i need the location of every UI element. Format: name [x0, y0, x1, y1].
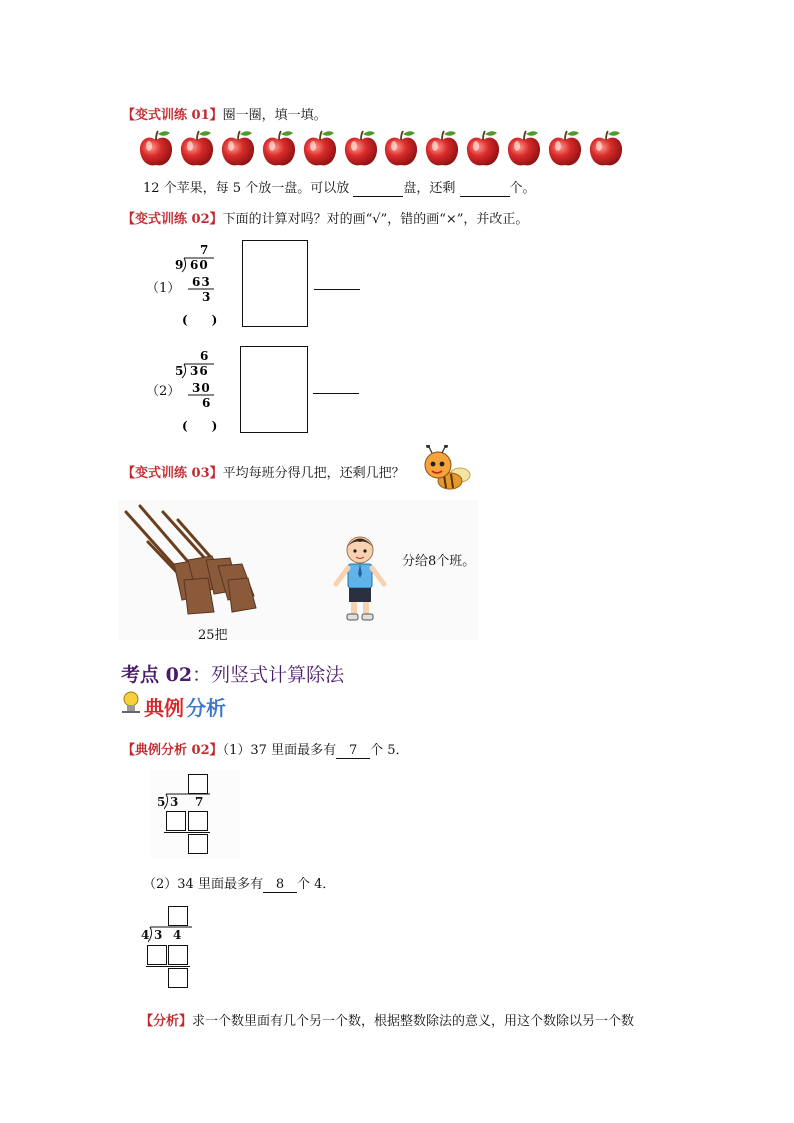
correction-box-2[interactable] — [240, 346, 308, 433]
dividend-digit-2: 7 — [195, 795, 204, 809]
q2-answer: 8 — [263, 877, 297, 893]
divisor: 9 — [175, 258, 184, 272]
apple-icon — [506, 128, 542, 168]
answer-line-1[interactable] — [314, 289, 360, 290]
apple-icon — [220, 128, 256, 168]
q2-text-a: （2）34 里面最多有 — [143, 877, 263, 892]
product-box-1[interactable] — [147, 945, 167, 965]
remainder-blank[interactable] — [460, 181, 510, 197]
quotient: 7 — [200, 243, 209, 257]
q2-text-b: 个 4． — [296, 877, 336, 892]
remainder-box[interactable] — [188, 834, 208, 854]
apple-icon — [138, 128, 174, 168]
divisor: 4 — [141, 928, 150, 942]
quotient-box[interactable] — [168, 906, 188, 926]
apple-icon — [383, 128, 419, 168]
analysis — [140, 1010, 634, 1029]
apple-icon — [343, 128, 379, 168]
apple-icon — [588, 128, 624, 168]
section-heading-rest: ：列竖式计算除法 — [192, 664, 345, 686]
ex02-item1-division — [168, 240, 228, 330]
judge-paren: ( ) — [182, 313, 218, 327]
ex02-item2-division — [168, 346, 228, 436]
lightbulb-icon — [120, 690, 142, 716]
divisor: 5 — [175, 364, 184, 378]
divisor: 5 — [157, 795, 166, 809]
broom-bundle-illustration — [118, 500, 278, 620]
judge-paren: ( ) — [182, 419, 218, 433]
subtraction-line — [164, 832, 210, 833]
product: 63 — [192, 275, 211, 289]
product: 30 — [192, 381, 211, 395]
ex01-label: 【变式训练 01】 — [122, 108, 223, 123]
remainder: 6 — [202, 396, 211, 410]
quotient-box[interactable] — [188, 774, 208, 794]
bee-icon — [420, 445, 472, 497]
section-heading-bold: 考点 02 — [121, 664, 193, 686]
dividend-digit-1: 3 — [170, 795, 179, 809]
dividend-digit-2: 4 — [173, 928, 182, 942]
correction-box-1[interactable] — [242, 240, 308, 327]
dividend-digit-1: 3 — [154, 928, 163, 942]
apple-icon — [302, 128, 338, 168]
analysis-label: 【分析】 — [140, 1014, 193, 1029]
apple-icon — [547, 128, 583, 168]
ex01-prompt: 圈一圈，填一填。 — [222, 108, 327, 123]
ex02-item2-number: （2） — [146, 384, 181, 399]
apple-icon — [261, 128, 297, 168]
dividend: 60 — [190, 258, 209, 272]
plate-count-blank[interactable] — [353, 181, 403, 197]
ex02-prompt: 下面的计算对吗？对的画“√”，错的画“×”，并改正。 — [222, 212, 529, 227]
ex03-prompt: 平均每班分得几把，还剩几把？ — [222, 466, 405, 481]
ex02-item1-number: （1） — [146, 281, 181, 296]
subhead-b: 分析 — [186, 696, 226, 720]
section-heading — [121, 660, 344, 687]
long-division-1 — [150, 770, 240, 858]
subtraction-line — [146, 966, 190, 967]
apple-icon — [424, 128, 460, 168]
long-division-2 — [138, 902, 202, 992]
apple-icon — [465, 128, 501, 168]
boy-caption: 分给8个班。 — [402, 554, 476, 569]
remainder-box[interactable] — [168, 968, 188, 988]
product-box-2[interactable] — [168, 945, 188, 965]
broom-scene — [118, 500, 478, 643]
ex01-title — [122, 104, 327, 123]
ex02-label: 【变式训练 02】 — [122, 212, 223, 227]
apple-icon — [179, 128, 215, 168]
ex01-sentence-a: 12 个苹果，每 5 个放一盘。可以放 — [143, 181, 350, 196]
example-label: 【典例分析 02】 — [122, 743, 223, 758]
remainder: 3 — [202, 290, 211, 304]
ex02-title — [122, 208, 528, 227]
boy-illustration — [332, 534, 388, 624]
product-box-2[interactable] — [188, 811, 208, 831]
example-q2 — [143, 873, 335, 893]
ex03-title — [122, 462, 405, 481]
q1-text-b: 个 5． — [370, 743, 409, 758]
subhead-a: 典例 — [144, 696, 184, 720]
dividend: 36 — [190, 364, 209, 378]
quotient: 6 — [200, 349, 209, 363]
ex01-sentence-b: 盘，还剩 — [403, 181, 456, 196]
product-box-1[interactable] — [166, 811, 186, 831]
q1-text-a: （1）37 里面最多有 — [222, 743, 337, 758]
q1-answer: 7 — [336, 743, 370, 759]
ex03-label: 【变式训练 03】 — [122, 466, 223, 481]
example-q1 — [122, 739, 408, 759]
ex01-sentence — [143, 177, 536, 197]
ex01-sentence-c: 个。 — [509, 181, 536, 196]
analysis-text: 求一个数里面有几个另一个数，根据整数除法的意义，用这个数除以另一个数 — [192, 1014, 635, 1029]
broom-caption: 25把 — [198, 628, 228, 643]
answer-line-2[interactable] — [313, 393, 359, 394]
